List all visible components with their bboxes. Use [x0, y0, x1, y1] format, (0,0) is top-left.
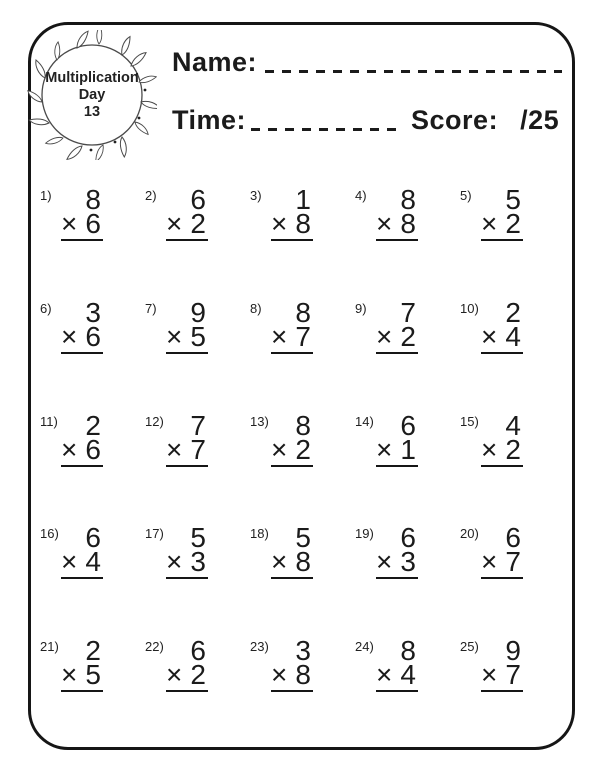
- problem-stack: [271, 184, 313, 241]
- multiplication-problem: [355, 637, 460, 750]
- top-operand: 8: [295, 296, 311, 328]
- problem-stack: [271, 409, 313, 467]
- multiplication-problem: [355, 186, 460, 299]
- times-sign: ×: [61, 546, 78, 578]
- times-sign: ×: [166, 433, 183, 465]
- top-operand: 9: [505, 635, 521, 667]
- times-sign: ×: [166, 208, 183, 239]
- problem-stack: [481, 296, 523, 354]
- problem-index: 6): [40, 300, 52, 316]
- top-operand: 1: [295, 184, 311, 215]
- bottom-operand: 7: [190, 433, 206, 465]
- problem-index: 23): [250, 639, 269, 655]
- title-line-3: 13: [83, 103, 101, 120]
- top-operand: 9: [190, 296, 206, 328]
- problem-index: 16): [40, 526, 59, 542]
- bottom-operand: 6: [85, 320, 101, 352]
- multiplication-problem: [145, 186, 250, 299]
- title-line-1: Multiplication: [45, 69, 139, 86]
- times-sign: ×: [166, 546, 183, 578]
- score-label: Score:: [411, 105, 499, 135]
- times-sign: ×: [61, 208, 78, 239]
- problem-stack: [271, 635, 313, 692]
- problem-index: 1): [40, 188, 52, 203]
- bottom-operand: 8: [295, 546, 311, 578]
- bottom-operand: 3: [400, 546, 416, 578]
- bottom-operand: 8: [400, 208, 416, 239]
- top-operand: 8: [295, 409, 311, 441]
- multiplication-problem: [355, 296, 460, 412]
- bottom-operand: 8: [295, 208, 311, 239]
- top-operand: 6: [85, 522, 101, 554]
- problem-index: 18): [250, 526, 269, 542]
- top-operand: 8: [400, 184, 416, 215]
- problem-index: 21): [40, 639, 59, 655]
- multiplication-problem: [250, 409, 355, 525]
- problem-stack: [481, 635, 523, 692]
- multiplication-problem: [250, 296, 355, 412]
- times-sign: ×: [376, 208, 393, 239]
- bottom-operand: 7: [505, 659, 521, 691]
- times-sign: ×: [61, 433, 78, 465]
- times-sign: ×: [376, 546, 393, 578]
- problem-stack: [61, 635, 103, 692]
- problem-index: 14): [355, 413, 374, 429]
- problem-stack: [376, 522, 418, 579]
- bottom-operand: 2: [190, 208, 206, 239]
- top-operand: 2: [85, 409, 101, 441]
- problem-index: 2): [145, 188, 157, 203]
- top-operand: 6: [400, 409, 416, 441]
- multiplication-problem: [40, 637, 145, 750]
- problem-stack: [376, 296, 418, 354]
- problem-index: 22): [145, 639, 164, 655]
- problem-stack: [61, 409, 103, 467]
- name-row: [172, 46, 562, 78]
- times-sign: ×: [271, 208, 288, 239]
- name-label: Name:: [172, 47, 258, 77]
- times-sign: ×: [376, 433, 393, 465]
- multiplication-problem: [40, 186, 145, 299]
- problem-index: 12): [145, 413, 164, 429]
- multiplication-problem: [40, 524, 145, 637]
- problem-index: 9): [355, 300, 367, 316]
- problem-stack: [166, 635, 208, 692]
- times-sign: ×: [481, 433, 498, 465]
- top-operand: 3: [295, 635, 311, 667]
- score-value: /25: [520, 105, 560, 135]
- top-operand: 6: [190, 184, 206, 215]
- problem-stack: [376, 635, 418, 692]
- top-operand: 4: [505, 409, 521, 441]
- worksheet-title: [27, 30, 157, 160]
- bottom-operand: 3: [190, 546, 206, 578]
- times-sign: ×: [481, 659, 498, 691]
- multiplication-problem: [40, 409, 145, 525]
- problem-stack: [166, 184, 208, 241]
- time-blank-line: [251, 128, 399, 131]
- times-sign: ×: [376, 659, 393, 691]
- bottom-operand: 2: [400, 320, 416, 352]
- top-operand: 8: [400, 635, 416, 667]
- bottom-operand: 2: [190, 659, 206, 691]
- times-sign: ×: [271, 433, 288, 465]
- bottom-operand: 6: [85, 433, 101, 465]
- time-label: Time:: [172, 105, 247, 135]
- problems-grid: [40, 186, 565, 750]
- bottom-operand: 7: [505, 546, 521, 578]
- problem-index: 8): [250, 300, 262, 316]
- problem-stack: [61, 184, 103, 241]
- top-operand: 6: [190, 635, 206, 667]
- problem-index: 24): [355, 639, 374, 655]
- times-sign: ×: [271, 320, 288, 352]
- problem-index: 25): [460, 639, 479, 655]
- times-sign: ×: [166, 659, 183, 691]
- time-score-row: [172, 104, 562, 136]
- multiplication-problem: [355, 409, 460, 525]
- problem-stack: [61, 522, 103, 579]
- bottom-operand: 2: [505, 433, 521, 465]
- times-sign: ×: [481, 208, 498, 239]
- problem-index: 5): [460, 188, 472, 203]
- multiplication-problem: [145, 409, 250, 525]
- bottom-operand: 8: [295, 659, 311, 691]
- top-operand: 5: [190, 522, 206, 554]
- problem-index: 19): [355, 526, 374, 542]
- problem-stack: [166, 522, 208, 579]
- bottom-operand: 4: [505, 320, 521, 352]
- multiplication-problem: [250, 637, 355, 750]
- top-operand: 2: [505, 296, 521, 328]
- problem-stack: [61, 296, 103, 354]
- top-operand: 3: [85, 296, 101, 328]
- times-sign: ×: [376, 320, 393, 352]
- multiplication-problem: [250, 524, 355, 637]
- times-sign: ×: [61, 659, 78, 691]
- times-sign: ×: [481, 320, 498, 352]
- top-operand: 7: [190, 409, 206, 441]
- problem-index: 20): [460, 526, 479, 542]
- bottom-operand: 1: [400, 433, 416, 465]
- multiplication-problem: [460, 637, 565, 750]
- multiplication-problem: [145, 296, 250, 412]
- problem-index: 15): [460, 413, 479, 429]
- problem-index: 17): [145, 526, 164, 542]
- multiplication-problem: [460, 524, 565, 637]
- problem-stack: [271, 296, 313, 354]
- times-sign: ×: [271, 659, 288, 691]
- multiplication-problem: [460, 186, 565, 299]
- problem-stack: [166, 409, 208, 467]
- problem-stack: [481, 522, 523, 579]
- multiplication-problem: [40, 296, 145, 412]
- problem-index: 10): [460, 300, 479, 316]
- bottom-operand: 7: [295, 320, 311, 352]
- title-line-2: Day: [78, 86, 106, 103]
- problem-index: 13): [250, 413, 269, 429]
- top-operand: 7: [400, 296, 416, 328]
- bottom-operand: 5: [85, 659, 101, 691]
- times-sign: ×: [481, 546, 498, 578]
- times-sign: ×: [166, 320, 183, 352]
- problem-index: 11): [40, 413, 58, 429]
- problem-stack: [376, 184, 418, 241]
- problem-index: 3): [250, 188, 262, 203]
- problem-stack: [376, 409, 418, 467]
- multiplication-problem: [145, 524, 250, 637]
- problem-stack: [481, 184, 523, 241]
- multiplication-problem: [460, 409, 565, 525]
- problem-stack: [271, 522, 313, 579]
- name-blank-line: [265, 70, 562, 73]
- top-operand: 2: [85, 635, 101, 667]
- multiplication-problem: [355, 524, 460, 637]
- bottom-operand: 4: [400, 659, 416, 691]
- bottom-operand: 2: [505, 208, 521, 239]
- multiplication-problem: [250, 186, 355, 299]
- top-operand: 8: [85, 184, 101, 215]
- times-sign: ×: [61, 320, 78, 352]
- problem-stack: [166, 296, 208, 354]
- bottom-operand: 4: [85, 546, 101, 578]
- top-operand: 5: [505, 184, 521, 215]
- top-operand: 5: [295, 522, 311, 554]
- bottom-operand: 6: [85, 208, 101, 239]
- multiplication-problem: [460, 296, 565, 412]
- top-operand: 6: [505, 522, 521, 554]
- bottom-operand: 2: [295, 433, 311, 465]
- multiplication-problem: [145, 637, 250, 750]
- top-operand: 6: [400, 522, 416, 554]
- bottom-operand: 5: [190, 320, 206, 352]
- times-sign: ×: [271, 546, 288, 578]
- problem-index: 7): [145, 300, 157, 316]
- problem-index: 4): [355, 188, 367, 203]
- problem-stack: [481, 409, 523, 467]
